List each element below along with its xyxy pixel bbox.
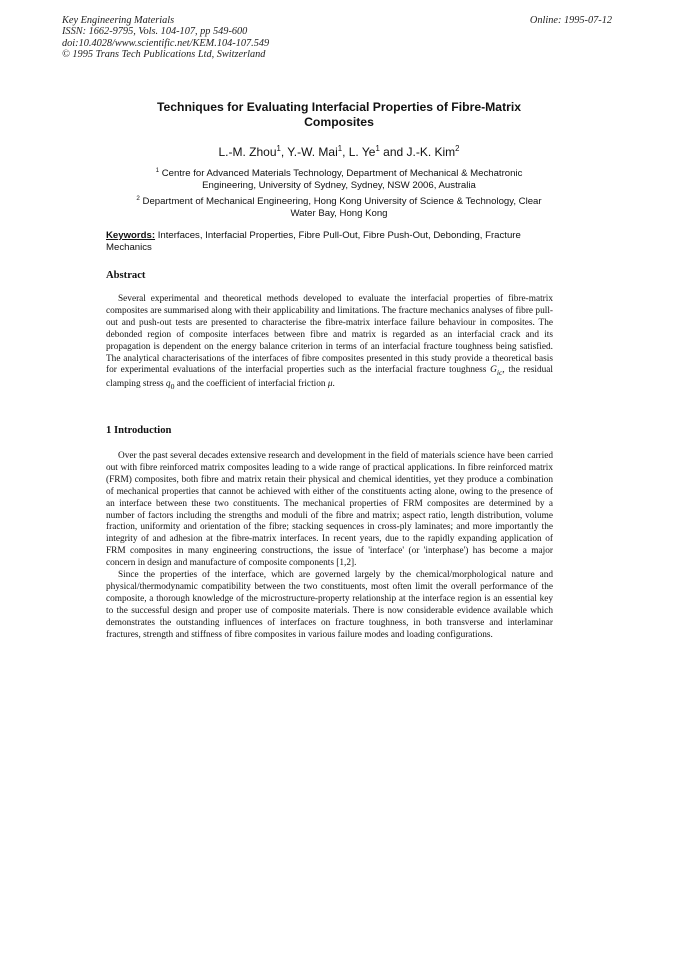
abstract-heading: Abstract xyxy=(106,270,146,281)
math-symbol: q xyxy=(165,379,171,390)
keywords-label: Keywords: xyxy=(106,230,156,241)
abstract-text: Several experimental and theoretical methods developed to evaluate the interfacial properties of fibre-matrix composites are summarised along with their applicability and limitations. The fracture mechanics analyses of fibre pull-out and push-out tests are presented to characterise the fibre-matrix interface failure behaviour in composites. The debonded region of composite interfaces between fibre and matrix is regarded as an interfacial crack and its propagation is dependent on the energy balance criterion in terms of an interfacial fracture toughness being satisfied. The analytical characterisations of the interfaces of fibre composites presented in this study provide a theoretical basis for experimental evaluations of the interfacial properties such as the interfacial fracture toughness xyxy=(106,294,553,376)
author-list xyxy=(96,145,582,159)
author-affil-mark: 1 xyxy=(337,144,343,153)
keywords-text: Interfaces, Interfacial Properties, Fibre Pull-Out, Fibre Push-Out, Debonding, Fracture Mechanics xyxy=(106,230,521,254)
intro-paragraph: Since the properties of the interface, which are governed largely by the chemical/morphological nature and physical/thermodynamic compatibility between the two constituents, most often limit the overall performance of the composite, a thorough knowledge of the microstructure-property relationship at the interface region is an essential key to the successful design and proper use of composite materials. There is now considerable evidence available which demonstrates the outstanding influences of interfaces on fracture toughness, in both transverse and interlaminar fractures, strength and stiffness of fibre composites in various failure modes and loading configurations. xyxy=(106,570,553,640)
author-affil-mark: 1 xyxy=(375,144,380,153)
issn-line: ISSN: 1662-9795, Vols. 104-107, pp 549-600 xyxy=(62,26,248,38)
affil-mark: 1 xyxy=(155,166,160,174)
affiliation-2 xyxy=(96,196,582,220)
online-date: Online: 1995-07-12 xyxy=(529,15,612,26)
title-line-2: Composites xyxy=(304,115,374,129)
abstract-text: . xyxy=(332,379,335,390)
affil-text: Water Bay, Hong Kong xyxy=(290,208,388,219)
abstract-text: , the residual clamping stress xyxy=(106,365,553,390)
author-name: , L. Ye xyxy=(342,145,376,159)
abstract-paragraph xyxy=(106,294,553,393)
affiliation-1 xyxy=(96,168,582,192)
affil-text: Engineering, University of Sydney, Sydney, NSW 2006, Australia xyxy=(202,180,476,191)
journal-name: Key Engineering Materials xyxy=(62,15,175,26)
author-name: , Y.-W. Mai xyxy=(280,145,338,159)
abstract-body xyxy=(106,294,553,393)
affil-text: Centre for Advanced Materials Technology, Department of Mechanical & Mechatronic xyxy=(159,168,523,179)
doi-line: doi:10.4028/www.scientific.net/KEM.104-107.549 xyxy=(62,37,270,49)
author-name: and J.-K. Kim xyxy=(379,145,456,159)
keywords xyxy=(106,230,564,255)
author-affil-mark: 1 xyxy=(276,144,281,153)
math-subscript: ic xyxy=(496,368,503,378)
introduction-heading: 1 Introduction xyxy=(106,425,172,436)
intro-paragraph: Over the past several decades extensive research and development in the field of materials science have been carried out with fibre reinforced matrix composites leading to a wide range of practical applications. In fibre reinforced matrix (FRM) composites, both fibre and matrix retain their physical and chemical identities, yet they produce a combination of mechanical properties that cannot be achieved with either of the constituents acting alone, owing to the presence of an interface between these two constituents. The mechanical properties of FRM composites are determined by a number of factors including the strengths and moduli of the fibre and matrix; aspect ratio, length distribution, volume fraction, uniformity and orientation of the fibre; stacking sequences in cross-ply laminates; and more importantly the integrity of and adhesion at the fibre-matrix interfaces. In recent years, due to the rapidly expanding application of FRM composites in many engineering constructions, the issue of 'interface' (or 'interphase') has become a major concern in design and manufacture of composite components [1,2]. xyxy=(106,451,553,569)
affil-mark: 2 xyxy=(136,194,140,202)
title-line-1: Techniques for Evaluating Interfacial Properties of Fibre-Matrix xyxy=(156,100,522,114)
author-affil-mark: 2 xyxy=(455,144,460,153)
journal-header xyxy=(62,15,269,61)
paper-title xyxy=(96,100,582,130)
affil-text: Department of Mechanical Engineering, Hong Kong University of Science & Technology, Clear xyxy=(139,196,542,207)
introduction-body xyxy=(106,451,553,642)
copyright-line: © 1995 Trans Tech Publications Ltd, Switzerland xyxy=(62,49,266,61)
abstract-text: and the coefficient of interfacial friction xyxy=(174,379,328,390)
math-symbol: G xyxy=(490,365,497,376)
math-symbol: μ xyxy=(327,379,333,390)
math-subscript: 0 xyxy=(170,382,175,392)
author-name: L.-M. Zhou xyxy=(218,145,277,159)
